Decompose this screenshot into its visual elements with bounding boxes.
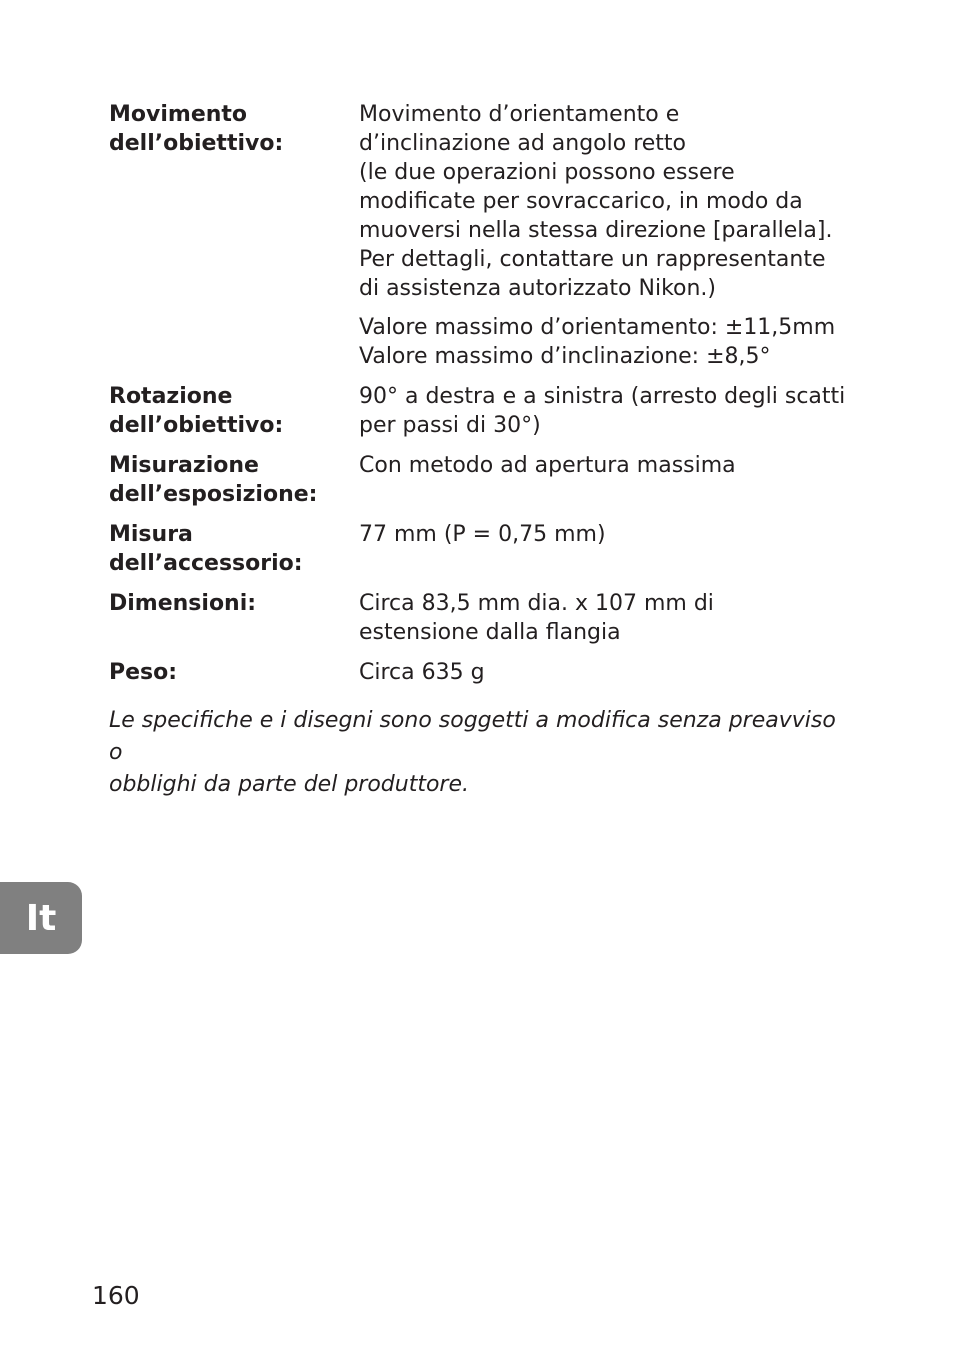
spec-value: Circa 635 g <box>359 660 485 685</box>
spec-row-lens-movement <box>109 100 849 371</box>
page-number: 160 <box>92 1281 140 1310</box>
spec-values <box>359 589 849 647</box>
disclaimer-note: Le specifiche e i disegni sono soggetti a modifica senza preavviso o obblighi da parte del produttore. <box>109 708 836 797</box>
spec-values <box>359 658 849 687</box>
spec-value: Movimento d’orientamento e d’inclinazione ad angolo retto (le due operazioni possono essere modificate per sovraccarico, in modo da muoversi nella stessa direzione [parallela]. Per dettagli, contattare un rappresentante di assistenza autorizzato Nikon.) <box>359 102 833 301</box>
spec-label: Misurazione dell’esposizione: <box>109 453 318 507</box>
spec-label: Movimento dell’obiettivo: <box>109 102 284 156</box>
spec-values <box>359 451 849 509</box>
spec-table <box>109 100 849 698</box>
spec-label: Rotazione dell’obiettivo: <box>109 384 284 438</box>
spec-label: Misura dell’accessorio: <box>109 522 303 576</box>
language-tab <box>0 882 82 954</box>
language-tab-label: It <box>25 897 57 939</box>
spec-value: Circa 83,5 mm dia. x 107 mm di estensione dalla flangia <box>359 591 714 645</box>
spec-values <box>359 100 849 371</box>
spec-value: Valore massimo d’orientamento: ±11,5mm Valore massimo d’inclinazione: ±8,5° <box>359 315 836 369</box>
spec-row-lens-rotation <box>109 382 849 440</box>
spec-label: Peso: <box>109 660 178 685</box>
spec-values <box>359 382 849 440</box>
spec-row-attachment-size <box>109 520 849 578</box>
spec-value: 90° a destra e a sinistra (arresto degli scatti per passi di 30°) <box>359 384 846 438</box>
spec-values <box>359 520 849 578</box>
spec-row-dimensions <box>109 589 849 647</box>
spec-row-exposure-metering <box>109 451 849 509</box>
spec-value: Con metodo ad apertura massima <box>359 453 736 478</box>
spec-value: 77 mm (P = 0,75 mm) <box>359 522 606 547</box>
spec-label: Dimensioni: <box>109 591 257 616</box>
spec-row-weight <box>109 658 849 687</box>
